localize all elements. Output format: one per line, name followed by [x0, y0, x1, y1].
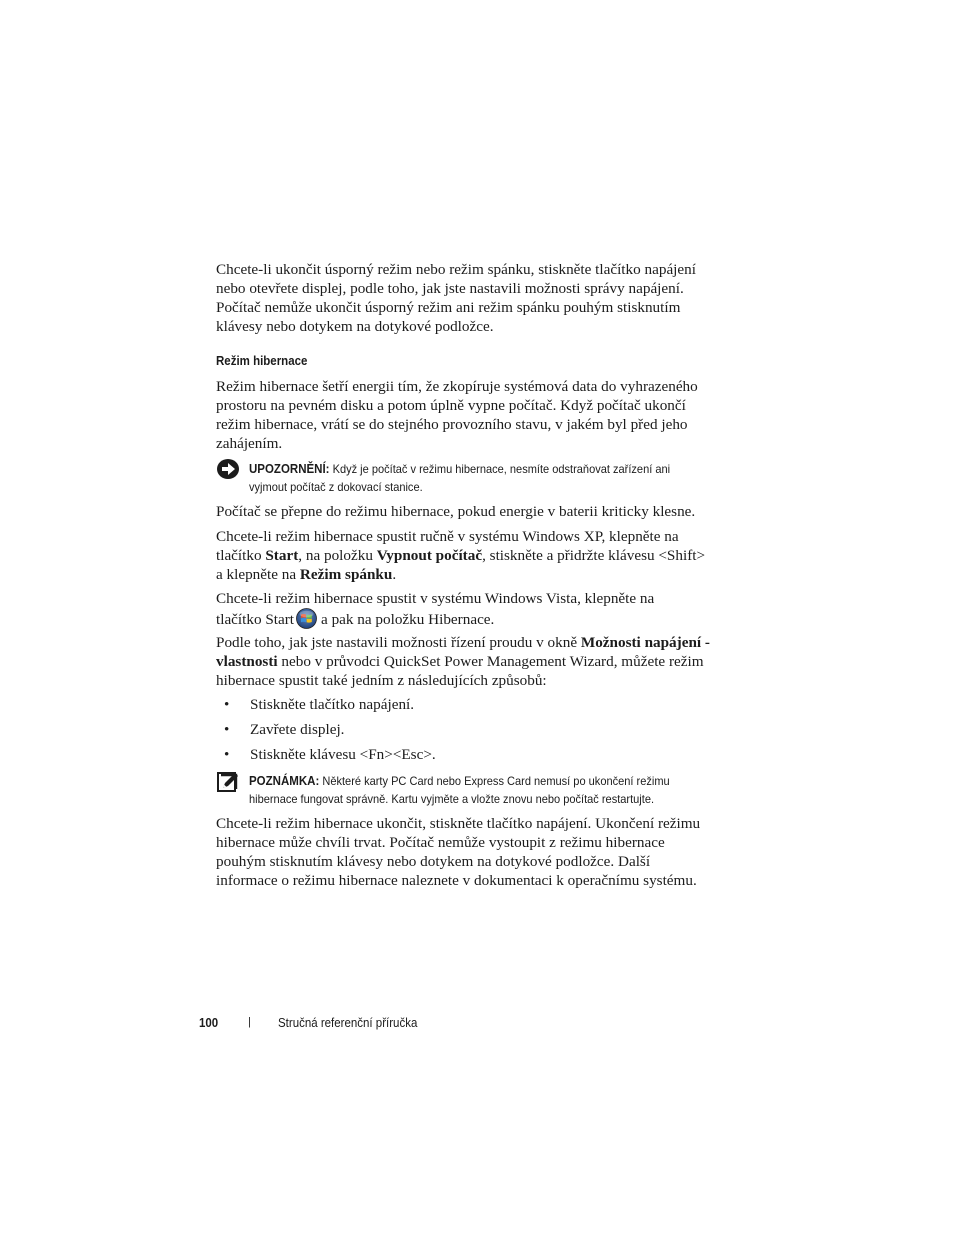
start-label: Start	[265, 547, 299, 564]
note-text-line: Některé karty PC Card nebo Express Card nemusí po ukončení režimu	[322, 774, 670, 788]
exit-line: pouhým stisknutím klávesy nebo dotykem na dotykové podložce. Další	[216, 853, 651, 870]
sleep-label: Režim spánku	[299, 566, 393, 583]
caution-text	[249, 460, 709, 496]
caution-text-line: vyjmout počítač z dokovací stanice.	[249, 480, 423, 494]
caution-text-line: Když je počítač v režimu hibernace, nesmíte odstraňovat zařízení ani	[332, 462, 671, 476]
power-options-label: Možnosti napájení -	[580, 634, 710, 651]
footer-title: Stručná referenční příručka	[278, 1016, 418, 1030]
options-line	[216, 652, 721, 671]
properties-label: vlastnosti	[216, 653, 278, 670]
bullet-icon: •	[224, 721, 230, 738]
caution-label: UPOZORNĚNÍ:	[249, 462, 330, 476]
intro-paragraph	[216, 260, 721, 336]
exit-line: Chcete-li režim hibernace ukončit, stiskněte tlačítko napájení. Ukončení režimu	[216, 815, 701, 832]
section-heading: Režim hibernace	[216, 354, 308, 368]
note-block	[216, 771, 721, 811]
footer-separator: |	[248, 1016, 251, 1028]
xp-paragraph	[216, 527, 721, 584]
battery-paragraph: Počítač se přepne do režimu hibernace, pokud energie v baterii kriticky klesne.	[216, 503, 696, 520]
xp-line: Chcete-li režim hibernace spustit ručně v systému Windows XP, klepněte na	[216, 528, 679, 545]
vista-line: Chcete-li režim hibernace spustit v systému Windows Vista, klepněte na	[216, 590, 655, 607]
windows-start-icon	[296, 608, 317, 629]
note-text-line: hibernace fungovat správně. Kartu vyjměte a vložte znovu nebo počítač restartujte.	[249, 792, 655, 806]
options-paragraph	[216, 633, 721, 690]
caution-arrow-icon	[216, 458, 240, 480]
xp-text: , na položku	[298, 547, 377, 564]
xp-text: , stiskněte a přidržte klávesu <Shift>	[482, 547, 706, 564]
xp-text: tlačítko	[216, 547, 266, 564]
vista-text: a pak na položku Hibernace.	[321, 611, 495, 628]
xp-line	[216, 546, 721, 565]
options-text: Podle toho, jak jste nastavili možnosti řízení proudu v okně	[216, 634, 581, 651]
page-number: 100	[199, 1016, 219, 1030]
bullet-icon: •	[224, 696, 230, 713]
note-label: POZNÁMKA:	[249, 774, 320, 788]
hibernate-intro-line: zahájením.	[216, 435, 283, 452]
options-line	[216, 633, 721, 652]
list-item-text: Stiskněte tlačítko napájení.	[250, 696, 415, 713]
intro-line: Počítač nemůže ukončit úsporný režim ani režim spánku pouhým stisknutím	[216, 299, 681, 316]
exit-line: hibernace může chvíli trvat. Počítač nemůže vystoupit z režimu hibernace	[216, 834, 665, 851]
turn-off-label: Vypnout počítač	[376, 547, 483, 564]
caution-block	[216, 458, 721, 498]
vista-line	[216, 608, 721, 629]
list-item-text: Zavřete displej.	[250, 721, 345, 738]
hibernate-intro-line: prostoru na pevném disku a potom úplně vypne počítač. Když počítač ukončí	[216, 397, 686, 414]
options-line: hibernace spustit také jedním z následujících způsobů:	[216, 672, 547, 689]
exit-line: informace o režimu hibernace naleznete v dokumentaci k operačnímu systému.	[216, 872, 697, 889]
hibernate-intro-line: režim hibernace, vrátí se do stejného provozního stavu, v jakém byl před jeho	[216, 416, 688, 433]
vista-text: tlačítko Start	[216, 611, 295, 628]
intro-line: nebo otevřete displej, podle toho, jak jste nastavili možnosti správy napájení.	[216, 280, 684, 297]
xp-text: .	[392, 566, 397, 583]
list-item-text: Stiskněte klávesu <Fn><Esc>.	[250, 746, 436, 763]
xp-line	[216, 565, 721, 584]
hibernate-intro-paragraph	[216, 377, 721, 453]
intro-line: Chcete-li ukončit úsporný režim nebo režim spánku, stiskněte tlačítko napájení	[216, 261, 696, 278]
exit-paragraph	[216, 814, 721, 890]
bullet-icon: •	[224, 746, 230, 763]
note-text	[249, 772, 709, 808]
vista-paragraph	[216, 589, 721, 629]
note-pencil-icon	[216, 771, 240, 793]
hibernate-intro-line: Režim hibernace šetří energii tím, že zkopíruje systémová data do vyhrazeného	[216, 378, 698, 395]
options-text: nebo v průvodci QuickSet Power Management Wizard, můžete režim	[277, 653, 704, 670]
xp-text: a klepněte na	[216, 566, 300, 583]
intro-line: klávesy nebo dotykem na dotykové podložce.	[216, 318, 494, 335]
